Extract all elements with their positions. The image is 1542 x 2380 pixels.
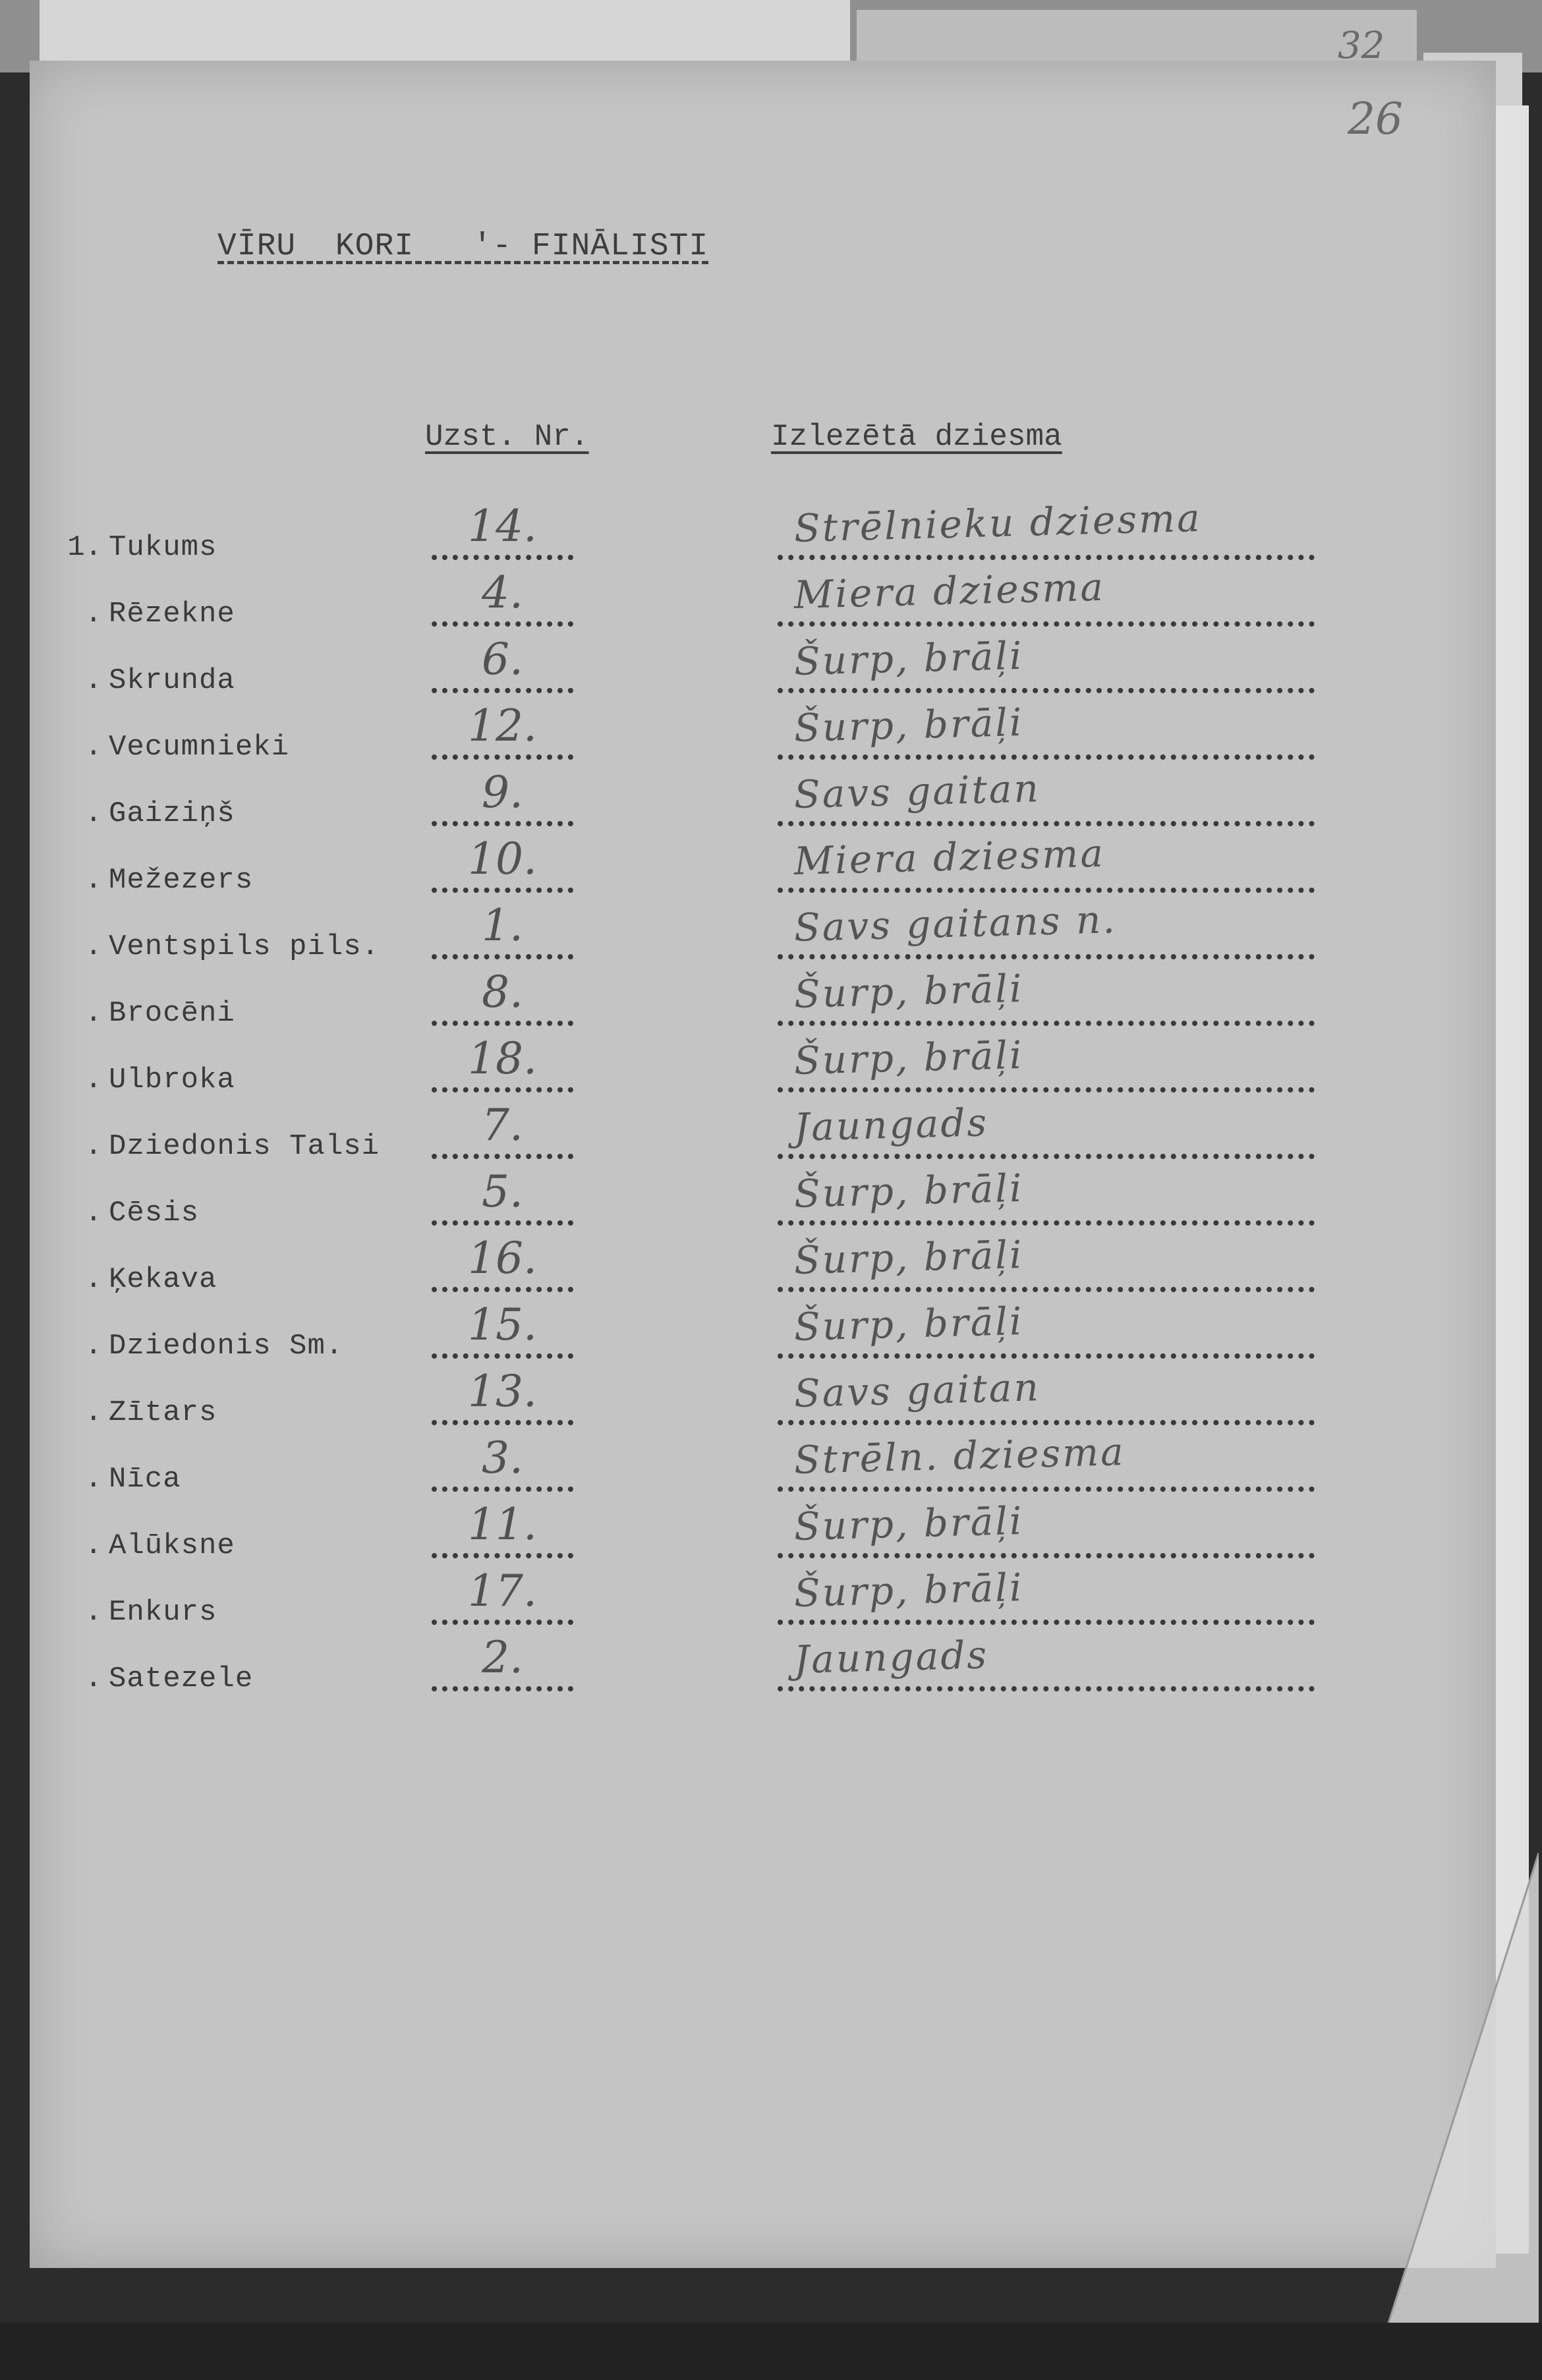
row-number: . <box>84 797 102 830</box>
dotted-leader <box>778 1487 1315 1492</box>
chosen-song: Šurp, brāļi <box>793 1165 1025 1216</box>
row-number: . <box>84 1463 102 1496</box>
performance-number: 15. <box>468 1299 537 1350</box>
dotted-leader <box>778 621 1315 627</box>
dotted-leader <box>432 1021 573 1026</box>
chosen-song: Strēln. dziesma <box>793 1429 1126 1483</box>
list-item <box>30 1498 1496 1580</box>
dotted-leader <box>432 954 573 959</box>
dotted-leader <box>432 1353 573 1359</box>
choir-name: Alūksne <box>109 1529 235 1562</box>
dotted-leader <box>778 1287 1315 1292</box>
list-item <box>30 1429 1496 1514</box>
dotted-leader <box>432 1087 573 1092</box>
chosen-song: Šurp, brāļi <box>793 1232 1025 1283</box>
choir-name: Zītars <box>109 1396 217 1429</box>
choir-name: Skrunda <box>109 664 235 697</box>
document-page <box>30 24 1496 2268</box>
dotted-leader <box>432 1487 573 1492</box>
chosen-song: Šurp, brāļi <box>793 1032 1025 1083</box>
chosen-song: Miera dziesma <box>793 830 1106 884</box>
list-item <box>30 1100 1496 1181</box>
chosen-song: Šurp, brāļi <box>793 1564 1025 1616</box>
dotted-leader <box>432 821 573 826</box>
chosen-song: Strēlnieku dziesma <box>793 495 1203 551</box>
list-item <box>30 766 1496 848</box>
chosen-song: Miera dziesma <box>793 564 1106 617</box>
performance-number: 13. <box>468 1366 537 1417</box>
dotted-leader <box>778 1353 1315 1359</box>
row-number: . <box>84 731 102 764</box>
list-item <box>30 495 1496 582</box>
performance-number: 10. <box>468 834 537 884</box>
scan-background-bottom <box>0 2323 1542 2380</box>
dotted-leader <box>778 688 1315 693</box>
performance-number: 14. <box>468 501 537 552</box>
dotted-leader <box>778 1220 1315 1226</box>
dotted-leader <box>778 1154 1315 1159</box>
choir-name: Ventspils pils. <box>109 930 380 963</box>
performance-number: 5. <box>482 1166 523 1217</box>
paper-slip-back <box>857 10 1417 66</box>
dotted-leader <box>432 1553 573 1558</box>
performance-number: 3. <box>482 1432 523 1483</box>
page-title: VĪRU KORI '- FINĀLISTI <box>217 229 709 264</box>
corner-mark-top: 32 <box>1338 24 1385 67</box>
list-item <box>30 1365 1496 1447</box>
list-item <box>30 699 1496 781</box>
list-item <box>30 1298 1496 1380</box>
list-item <box>30 633 1496 715</box>
row-number: . <box>84 997 102 1030</box>
dotted-leader <box>778 888 1315 893</box>
dotted-leader <box>778 1553 1315 1558</box>
row-number: . <box>84 1396 102 1429</box>
dotted-leader <box>432 621 573 627</box>
choir-name: Ulbroka <box>109 1063 235 1096</box>
performance-number: 17. <box>468 1566 537 1616</box>
choir-name: Cēsis <box>109 1197 200 1230</box>
choir-name: Vecumnieki <box>109 731 290 764</box>
choir-name: Nīca <box>109 1463 181 1496</box>
list-item <box>30 1632 1496 1713</box>
row-number: . <box>84 1596 102 1629</box>
dotted-leader <box>778 821 1315 826</box>
dotted-leader <box>432 1220 573 1226</box>
dotted-leader <box>432 1287 573 1292</box>
choir-name: Gaiziņš <box>109 797 235 830</box>
choir-name: Rēzekne <box>109 598 235 631</box>
choir-name: Tukums <box>109 531 217 564</box>
dotted-leader <box>778 1686 1315 1691</box>
dotted-leader <box>778 555 1315 560</box>
page-corner-fold <box>1374 1853 1539 2327</box>
chosen-song: Savs gaitans n. <box>793 897 1118 950</box>
row-number: . <box>84 1063 102 1096</box>
performance-number: 7. <box>482 1100 523 1150</box>
chosen-song: Šurp, brāļi <box>793 1498 1025 1549</box>
row-number: . <box>84 1529 102 1562</box>
corner-mark: 26 <box>1348 94 1403 144</box>
row-number: . <box>84 1263 102 1296</box>
choir-name: Dziedonis Sm. <box>109 1330 344 1363</box>
row-number: . <box>84 664 102 697</box>
chosen-song: Šurp, brāļi <box>793 965 1025 1017</box>
choir-name: Satezele <box>109 1662 254 1695</box>
chosen-song: Šurp, brāļi <box>793 633 1025 684</box>
column-header-chosen-song: Izlezētā dziesma <box>771 420 1062 454</box>
chosen-song: Jaungads <box>793 1100 989 1150</box>
chosen-song: Savs gaitan <box>793 1365 1041 1416</box>
choir-name: Dziedonis Talsi <box>109 1130 380 1163</box>
dotted-leader <box>778 1620 1315 1625</box>
list-item <box>30 1232 1496 1314</box>
dotted-leader <box>778 754 1315 760</box>
list-item <box>30 1032 1496 1114</box>
dotted-leader <box>778 954 1315 959</box>
performance-number: 8. <box>482 967 523 1017</box>
list-item <box>30 1165 1496 1247</box>
chosen-song: Šurp, brāļi <box>793 1298 1025 1349</box>
performance-number: 16. <box>468 1233 537 1284</box>
row-number: . <box>84 1197 102 1230</box>
list-item <box>30 965 1496 1048</box>
performance-number: 18. <box>468 1033 537 1084</box>
list-item <box>30 564 1496 648</box>
row-number: . <box>84 1130 102 1163</box>
chosen-song: Savs gaitan <box>793 766 1041 817</box>
row-number: . <box>84 930 102 963</box>
choir-name: Brocēni <box>109 997 235 1030</box>
choir-name: Ķekava <box>109 1263 217 1296</box>
column-header-performance-number: Uzst. Nr. <box>425 420 589 454</box>
dotted-leader <box>432 1686 573 1691</box>
performance-number: 12. <box>468 700 537 751</box>
dotted-leader <box>432 754 573 760</box>
choir-name: Mežezers <box>109 864 254 897</box>
list-item <box>30 830 1496 915</box>
dotted-leader <box>432 688 573 693</box>
row-number: . <box>84 1330 102 1363</box>
chosen-song: Jaungads <box>793 1632 989 1682</box>
row-number: . <box>84 598 102 631</box>
dotted-leader <box>432 1420 573 1425</box>
dotted-leader <box>432 1620 573 1625</box>
row-number: . <box>84 1662 102 1695</box>
dotted-leader <box>778 1420 1315 1425</box>
row-number: 1. <box>67 531 102 564</box>
performance-number: 11. <box>468 1499 537 1550</box>
dotted-leader <box>432 555 573 560</box>
list-item <box>30 1564 1496 1647</box>
performance-number: 6. <box>482 634 523 685</box>
performance-number: 1. <box>482 900 523 951</box>
row-number: . <box>84 864 102 897</box>
performance-number: 4. <box>482 567 523 618</box>
performance-number: 9. <box>482 767 523 818</box>
performance-number: 2. <box>482 1632 523 1683</box>
dotted-leader <box>432 1154 573 1159</box>
dotted-leader <box>778 1021 1315 1026</box>
dotted-leader <box>432 888 573 893</box>
choir-name: Enkurs <box>109 1596 217 1629</box>
list-item <box>30 897 1496 981</box>
dotted-leader <box>778 1087 1315 1092</box>
chosen-song: Šurp, brāļi <box>793 699 1025 751</box>
paper-slip <box>40 0 850 63</box>
